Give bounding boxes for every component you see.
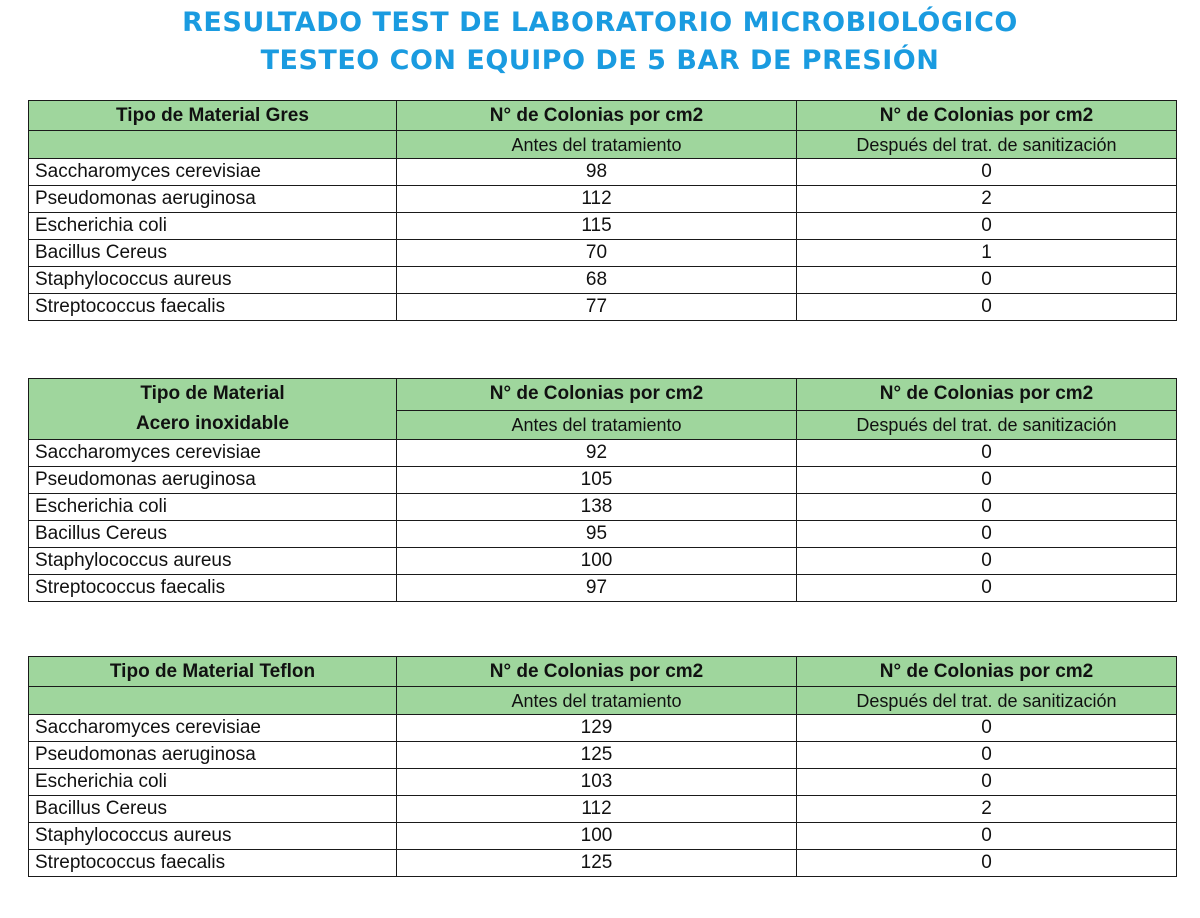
table-row bbox=[29, 494, 1177, 521]
organism-cell: Escherichia coli bbox=[29, 769, 397, 796]
before-count-cell: 112 bbox=[397, 796, 797, 823]
table-header-row bbox=[29, 379, 1177, 411]
after-count-cell: 2 bbox=[797, 796, 1177, 823]
material-header: Tipo de Material Teflon bbox=[29, 657, 397, 687]
organism-cell: Escherichia coli bbox=[29, 213, 397, 240]
after-count-cell: 0 bbox=[797, 769, 1177, 796]
table-row bbox=[29, 521, 1177, 548]
table-row bbox=[29, 715, 1177, 742]
after-count-cell: 0 bbox=[797, 742, 1177, 769]
before-count-cell: 95 bbox=[397, 521, 797, 548]
col-after-subheader: Después del trat. de sanitización bbox=[797, 410, 1177, 439]
after-count-cell: 0 bbox=[797, 823, 1177, 850]
page-title: RESULTADO TEST DE LABORATORIO MICROBIOLÓGICO bbox=[182, 7, 1018, 38]
before-count-cell: 125 bbox=[397, 742, 797, 769]
organism-cell: Streptococcus faecalis bbox=[29, 575, 397, 602]
col-after-header: N° de Colonias por cm2 bbox=[797, 379, 1177, 411]
after-count-cell: 0 bbox=[797, 294, 1177, 321]
before-count-cell: 112 bbox=[397, 186, 797, 213]
table-row bbox=[29, 769, 1177, 796]
after-count-cell: 0 bbox=[797, 521, 1177, 548]
table-row bbox=[29, 548, 1177, 575]
table-row bbox=[29, 440, 1177, 467]
organism-cell: Bacillus Cereus bbox=[29, 240, 397, 267]
table-row bbox=[29, 159, 1177, 186]
before-count-cell: 105 bbox=[397, 467, 797, 494]
after-count-cell: 0 bbox=[797, 548, 1177, 575]
results-table-teflon bbox=[28, 656, 1177, 877]
table-row bbox=[29, 823, 1177, 850]
after-count-cell: 0 bbox=[797, 440, 1177, 467]
after-count-cell: 0 bbox=[797, 159, 1177, 186]
table-header-row bbox=[29, 657, 1177, 687]
before-count-cell: 68 bbox=[397, 267, 797, 294]
organism-cell: Escherichia coli bbox=[29, 494, 397, 521]
results-table-gres bbox=[28, 100, 1177, 321]
before-count-cell: 77 bbox=[397, 294, 797, 321]
table-subheader-row bbox=[29, 131, 1177, 159]
after-count-cell: 0 bbox=[797, 494, 1177, 521]
table-row bbox=[29, 467, 1177, 494]
material-header bbox=[29, 379, 397, 440]
material-header: Tipo de Material Gres bbox=[29, 101, 397, 131]
before-count-cell: 115 bbox=[397, 213, 797, 240]
table-row bbox=[29, 213, 1177, 240]
before-count-cell: 98 bbox=[397, 159, 797, 186]
organism-cell: Staphylococcus aureus bbox=[29, 267, 397, 294]
after-count-cell: 0 bbox=[797, 715, 1177, 742]
table-row bbox=[29, 742, 1177, 769]
col-after-header: N° de Colonias por cm2 bbox=[797, 101, 1177, 131]
subheader-empty-cell bbox=[29, 131, 397, 159]
after-count-cell: 0 bbox=[797, 467, 1177, 494]
after-count-cell: 0 bbox=[797, 213, 1177, 240]
table-header-row bbox=[29, 101, 1177, 131]
table-row bbox=[29, 575, 1177, 602]
before-count-cell: 97 bbox=[397, 575, 797, 602]
table-row bbox=[29, 796, 1177, 823]
organism-cell: Staphylococcus aureus bbox=[29, 823, 397, 850]
organism-cell: Bacillus Cereus bbox=[29, 521, 397, 548]
before-count-cell: 100 bbox=[397, 548, 797, 575]
before-count-cell: 138 bbox=[397, 494, 797, 521]
organism-cell: Pseudomonas aeruginosa bbox=[29, 467, 397, 494]
table-row bbox=[29, 850, 1177, 877]
table-subheader-row bbox=[29, 687, 1177, 715]
organism-cell: Saccharomyces cerevisiae bbox=[29, 715, 397, 742]
col-after-subheader: Después del trat. de sanitización bbox=[797, 687, 1177, 715]
organism-cell: Saccharomyces cerevisiae bbox=[29, 440, 397, 467]
organism-cell: Bacillus Cereus bbox=[29, 796, 397, 823]
subheader-empty-cell bbox=[29, 687, 397, 715]
before-count-cell: 92 bbox=[397, 440, 797, 467]
organism-cell: Pseudomonas aeruginosa bbox=[29, 186, 397, 213]
material-header-line2: Acero inoxidable bbox=[135, 413, 290, 434]
organism-cell: Saccharomyces cerevisiae bbox=[29, 159, 397, 186]
before-count-cell: 103 bbox=[397, 769, 797, 796]
before-count-cell: 125 bbox=[397, 850, 797, 877]
after-count-cell: 0 bbox=[797, 850, 1177, 877]
col-before-header: N° de Colonias por cm2 bbox=[397, 379, 797, 411]
table-row bbox=[29, 240, 1177, 267]
material-header-line1: Tipo de Material bbox=[140, 383, 285, 404]
col-after-header: N° de Colonias por cm2 bbox=[797, 657, 1177, 687]
after-count-cell: 2 bbox=[797, 186, 1177, 213]
col-before-header: N° de Colonias por cm2 bbox=[397, 657, 797, 687]
organism-cell: Streptococcus faecalis bbox=[29, 294, 397, 321]
table-row bbox=[29, 267, 1177, 294]
after-count-cell: 1 bbox=[797, 240, 1177, 267]
col-after-subheader: Después del trat. de sanitización bbox=[797, 131, 1177, 159]
col-before-subheader: Antes del tratamiento bbox=[397, 410, 797, 439]
organism-cell: Streptococcus faecalis bbox=[29, 850, 397, 877]
organism-cell: Staphylococcus aureus bbox=[29, 548, 397, 575]
before-count-cell: 100 bbox=[397, 823, 797, 850]
col-before-header: N° de Colonias por cm2 bbox=[397, 101, 797, 131]
results-table-acero bbox=[28, 378, 1177, 602]
before-count-cell: 129 bbox=[397, 715, 797, 742]
col-before-subheader: Antes del tratamiento bbox=[397, 687, 797, 715]
before-count-cell: 70 bbox=[397, 240, 797, 267]
organism-cell: Pseudomonas aeruginosa bbox=[29, 742, 397, 769]
table-row bbox=[29, 186, 1177, 213]
after-count-cell: 0 bbox=[797, 267, 1177, 294]
table-row bbox=[29, 294, 1177, 321]
after-count-cell: 0 bbox=[797, 575, 1177, 602]
col-before-subheader: Antes del tratamiento bbox=[397, 131, 797, 159]
page-subtitle: TESTEO CON EQUIPO DE 5 BAR DE PRESIÓN bbox=[260, 45, 940, 76]
